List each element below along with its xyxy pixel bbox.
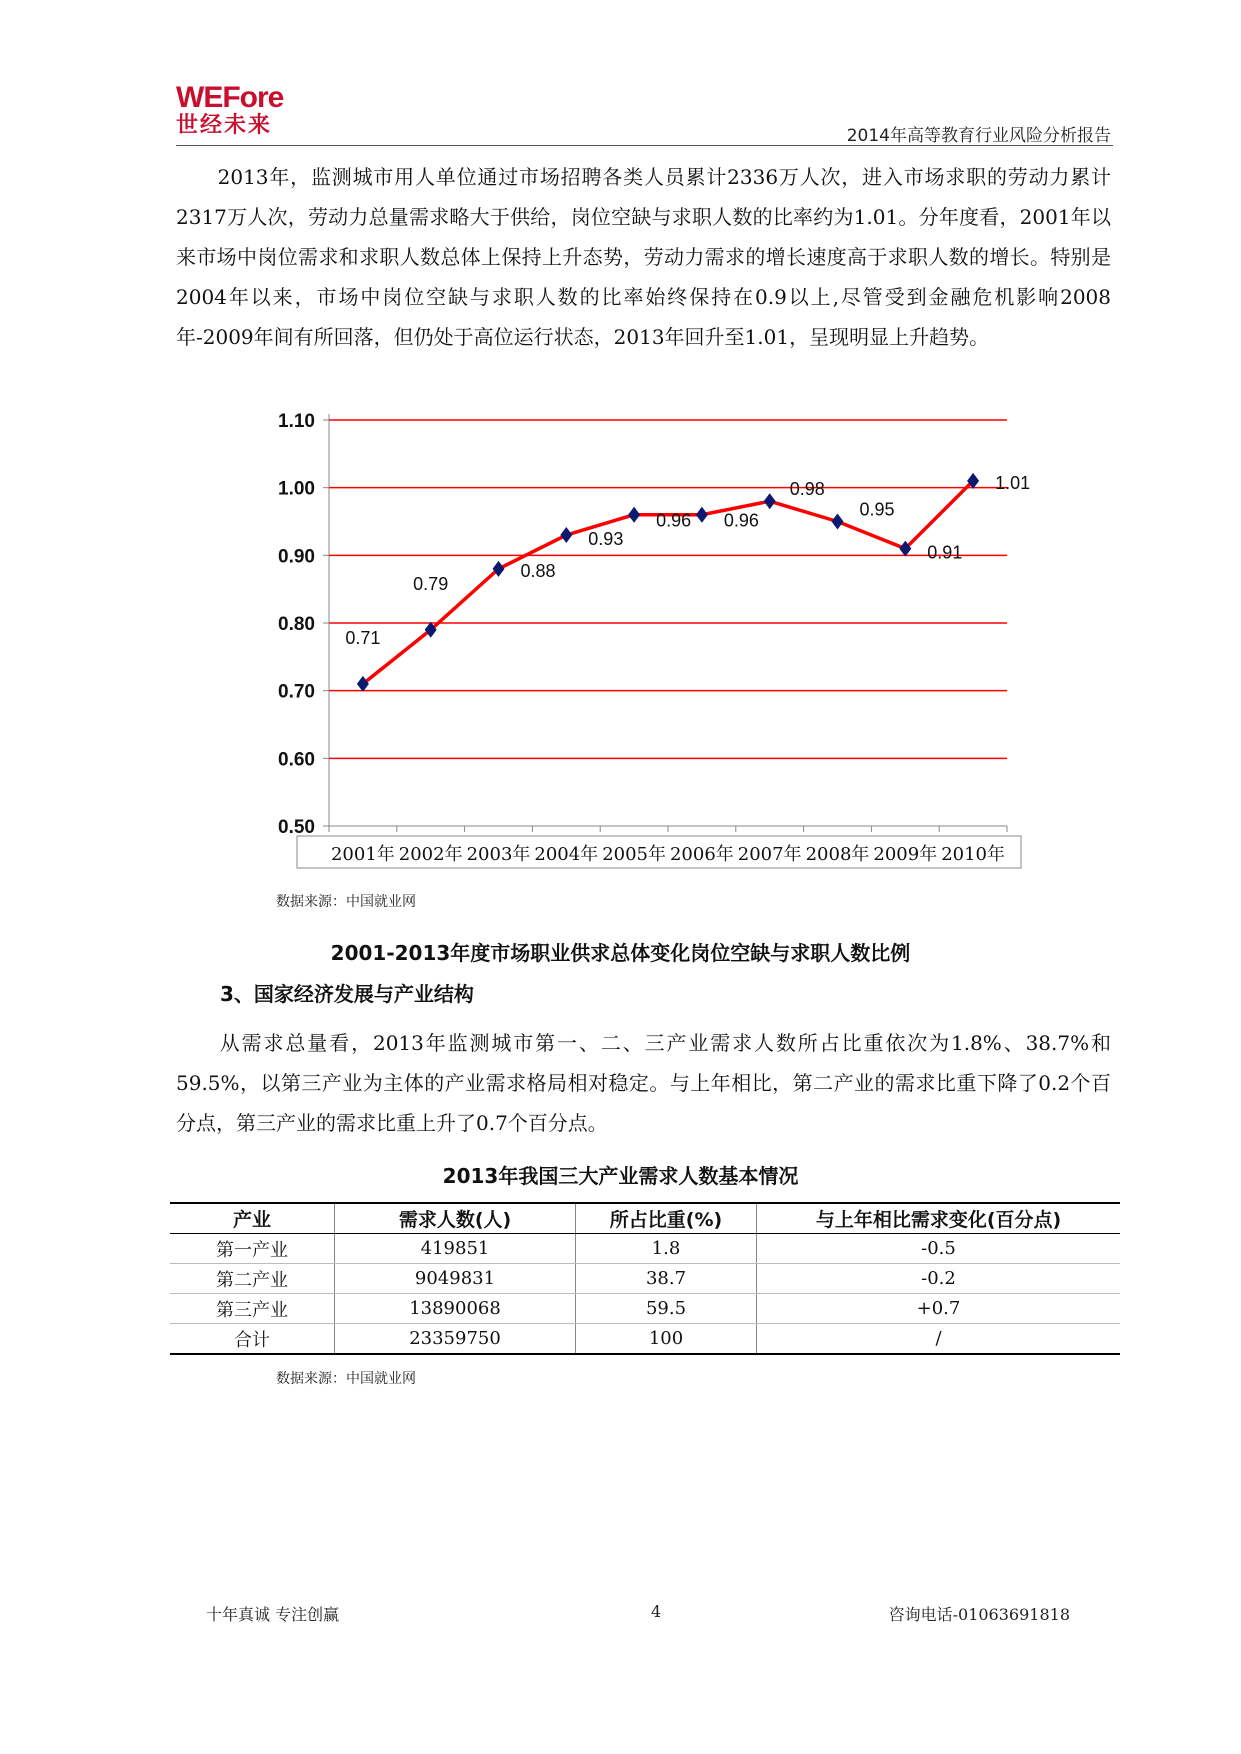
- company-logo: [176, 82, 283, 138]
- col-header-industry: 产业: [170, 1203, 335, 1234]
- x-tick-label: 2002年: [398, 844, 463, 865]
- data-label: 0.91: [927, 542, 963, 563]
- data-label: 0.95: [859, 499, 895, 520]
- x-tick-label: 2005年: [602, 844, 667, 865]
- industry-demand-table: [170, 1202, 1120, 1355]
- x-tick-label: 2009年: [873, 844, 938, 865]
- y-tick-label: 1.00: [278, 478, 315, 500]
- cell-demand: 23359750: [335, 1324, 576, 1355]
- chart-caption: 2001-2013年度市场职业供求总体变化岗位空缺与求职人数比例: [330, 941, 911, 965]
- paragraph-ratio-trend: 2013年，监测城市用人单位通过市场招聘各类人员累计2336万人次，进入市场求职的劳动力累计2317万人次，劳动力总量需求略大于供给，岗位空缺与求职人数的比率约为1.01。分年度看，2001年以来市场中岗位需求和求职人数总体上保持上升态势，劳动力需求的增长速度高于求职人数的增长。特别是2004年以来，市场中岗位空缺与求职人数的比率始终保持在0.9以上,尽管受到金融危机影响2008年-2009年间有所回落，但仍处于高位运行状态，2013年回升至1.01，呈现明显上升趋势。: [176, 165, 1111, 349]
- y-tick-label: 0.70: [278, 681, 315, 703]
- data-point-marker: [628, 507, 640, 523]
- data-label: 0.71: [345, 627, 381, 648]
- col-header-demand: 需求人数(人): [335, 1203, 576, 1234]
- footer-contact-phone: 咨询电话-01063691818: [888, 1605, 1070, 1624]
- cell-industry: 合计: [234, 1329, 270, 1351]
- ratio-line-chart: [250, 408, 1040, 883]
- x-tick-label: 2007年: [737, 844, 802, 865]
- col-header-change: 与上年相比需求变化(百分点): [757, 1203, 1121, 1234]
- table-row: [170, 1264, 1120, 1294]
- col-header-share: 所占比重(%): [576, 1203, 757, 1234]
- data-label: 0.88: [520, 560, 556, 581]
- x-tick-label: 2010年: [941, 844, 1006, 865]
- cell-industry: 第一产业: [170, 1234, 335, 1264]
- x-tick-label: 2004年: [534, 844, 599, 865]
- footer-slogan: 十年真诚 专注创赢: [206, 1605, 340, 1624]
- table-header-row: [170, 1203, 1120, 1234]
- header-divider: [176, 145, 1113, 146]
- data-point-marker: [357, 676, 369, 692]
- data-label: 1.01: [995, 472, 1031, 493]
- cell-share: 38.7: [576, 1264, 757, 1294]
- data-label: 0.93: [588, 529, 624, 550]
- data-point-marker: [560, 527, 572, 543]
- table-row: [170, 1234, 1120, 1264]
- x-tick-label: 2003年: [466, 844, 531, 865]
- data-label: 0.96: [723, 510, 759, 531]
- data-label: 0.79: [413, 573, 449, 594]
- y-tick-label: 1.10: [278, 411, 315, 432]
- y-tick-label: 0.90: [278, 546, 315, 568]
- table-source-note: 数据来源：中国就业网: [276, 1371, 416, 1387]
- cell-change: /: [757, 1324, 1121, 1355]
- data-point-marker: [764, 493, 776, 509]
- logo-text-en: WEFore: [176, 81, 284, 114]
- table-total-row: [170, 1324, 1120, 1355]
- x-tick-label: 2006年: [669, 844, 734, 865]
- data-point-marker: [832, 514, 844, 530]
- x-tick-label: 2001年: [330, 844, 395, 865]
- page-number: 4: [651, 1602, 662, 1621]
- cell-industry: 第三产业: [170, 1294, 335, 1324]
- chart-source-note: 数据来源：中国就业网: [276, 894, 416, 910]
- cell-industry: 第二产业: [170, 1264, 335, 1294]
- cell-share: 1.8: [576, 1234, 757, 1264]
- cell-change: -0.5: [757, 1234, 1121, 1264]
- cell-demand: 419851: [335, 1234, 576, 1264]
- y-tick-label: 0.50: [278, 817, 315, 838]
- logo-text-cn: 世经未来: [176, 113, 273, 138]
- cell-share: 100: [576, 1324, 757, 1355]
- cell-demand: 13890068: [335, 1294, 576, 1324]
- cell-share: 59.5: [576, 1294, 757, 1324]
- table-title: 2013年我国三大产业需求人数基本情况: [442, 1164, 799, 1188]
- data-point-marker: [696, 507, 708, 523]
- cell-change: -0.2: [757, 1264, 1121, 1294]
- table-row: [170, 1294, 1120, 1324]
- y-tick-label: 0.80: [278, 614, 315, 635]
- report-header-title: 2014年高等教育行业风险分析报告: [846, 126, 1111, 146]
- cell-demand: 9049831: [335, 1264, 576, 1294]
- section-heading: 3、国家经济发展与产业结构: [220, 982, 474, 1006]
- cell-change: +0.7: [757, 1294, 1121, 1324]
- x-tick-label: 2008年: [805, 844, 870, 865]
- data-label: 0.98: [789, 479, 825, 500]
- data-label: 0.96: [656, 510, 692, 531]
- paragraph-industry-structure: 从需求总量看，2013年监测城市第一、二、三产业需求人数所占比重依次为1.8%、38.7%和59.5%，以第三产业为主体的产业需求格局相对稳定。与上年相比，第二产业的需求比重下降了0.2个百分点，第三产业的需求比重上升了0.7个百分点。: [176, 1031, 1111, 1135]
- y-tick-label: 0.60: [278, 749, 315, 771]
